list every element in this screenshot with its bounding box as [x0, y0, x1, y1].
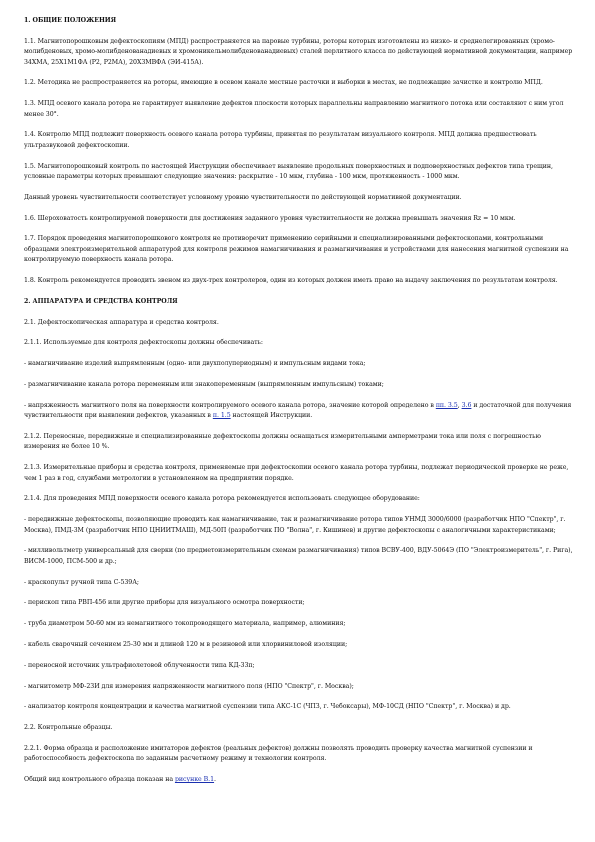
equipment-item-magnetometer: - магнитометр МФ-23И для измерения напряженности магнитного поля (НПО "Спектр", г. Москва); — [24, 682, 354, 690]
section-2-heading: 2. АППАРАТУРА И СРЕДСТВА КОНТРОЛЯ — [24, 297, 178, 305]
paragraph-1-6: 1.6. Шероховатость контролируемой поверхности для достижения заданного уровня чувствительности не должна превышать значения Rz = 10 мкм. — [24, 214, 516, 222]
link-section-3-6[interactable]: 3.6 — [461, 401, 472, 409]
paragraph-figure-reference — [24, 775, 577, 785]
paragraph-1-4: 1.4. Контролю МПД подлежит поверхность осевого канала ротора турбины, принятая по результатам визуального контроля. МПД должна предшествовать ультразвуковой дефектоскопии. — [24, 131, 537, 149]
paragraph-1-8: 1.8. Контроль рекомендуется проводить звеном из двух-трех контролеров, один из которых должен иметь право на выдачу заключения по результатам контроля. — [24, 277, 558, 285]
paragraph-1-5: 1.5. Магнитопорошковый контроль по настоящей Инструкции обеспечивает выявление продольных поверхностных и подповерхностных дефектов типа трещин, условные параметры которых превышают следующие значения: раскрытие - 10 мкм, глубина - 100 мкм, протяженность - 1000 мкм. — [24, 162, 553, 181]
link-section-3-5[interactable]: пп. 3.5 — [435, 401, 458, 409]
equipment-item-spray-gun: - краскопульт ручной типа С-539А; — [24, 578, 139, 586]
link-figure-b1[interactable]: рисунке В.1 — [174, 776, 215, 784]
figure-reference-text: Общий вид контрольного образца показан на — [24, 776, 175, 784]
section-1-heading: 1. ОБЩИЕ ПОЛОЖЕНИЯ — [24, 17, 117, 24]
bullet-demagnetization: - размагничивание канала ротора переменным или знакопеременным (выпрямленным импульсным) токами; — [24, 381, 384, 388]
equipment-item-periscope: - перископ типа РВП-456 или другие приборы для визуального осмотра поверхности; — [24, 599, 305, 607]
paragraph-2-2: 2.2. Контрольные образцы. — [24, 724, 113, 732]
equipment-item-uv-source: - переносной источник ультрафиолетовой облученности типа КД-33п; — [24, 661, 255, 669]
paragraph-1-7: 1.7. Порядок проведения магнитопорошкового контроля не противоречит применению серийными и специализированными дефектоскопами, контрольными образцами электроизмерительной аппаратурой для контроля режимов намагничивания и размагничивания и устройствами для нанесения магнитной суспензии на контролируемую поверхность канала ротора. — [24, 235, 569, 264]
equipment-item-cable: - кабель сварочный сечением 25-30 мм и длиной 120 м в резиновой или хлорвиниловой изоляции; — [24, 641, 348, 648]
paragraph-2-2-1: 2.2.1. Форма образца и расположение имитаторов дефектов (реальных дефектов) должны позволять проводить проверку качества магнитной суспензии и работоспособность дефектоскопа по заданным расчетному режиму и технологии контроля. — [24, 744, 533, 763]
paragraph-1-1: 1.1. Магнитопорошковым дефектоскопиям (МПД) распространяется на паровые турбины, роторы которых изготовлены из низко- и среднелегированных (хромо-молибденовых, хромо-молибденованадиевых и хромоникельмолибденованадиевых) сталей перлитного класса по действующей нормативной документации, например 34ХМА, 25Х1М1ФА (Р2, Р2МА), 20Х3МВФА (ЭИ-415А). — [24, 37, 573, 66]
bullet-field-strength — [24, 401, 577, 422]
bullet-field-strength-end: настоящей Инструкции. — [230, 412, 313, 420]
equipment-item-millivoltmeter: - милливольтметр универсальный для сверки (по предметоизмерительным схемам размагничивания) типов ВСВУ-400, ВДУ-5064Э (ПО "Электроизмеритель", г. Рига), ВИСМ-1000, ПСМ-500 и др.; — [24, 547, 573, 565]
link-separator: , — [457, 401, 462, 409]
figure-reference-end: . — [214, 776, 216, 784]
equipment-item-tube: - труба диаметром 50-60 мм из немагнитного токопроводящего материала, например, алюминия; — [24, 620, 346, 628]
paragraph-2-1-2: 2.1.2. Переносные, передвижные и специализированные дефектоскопы должны оснащаться измерительными амперметрами тока или поля с погрешностью измерения не более 10 %. — [24, 433, 541, 451]
paragraph-2-1-1: 2.1.1. Используемые для контроля дефектоскопы должны обеспечивать: — [24, 339, 263, 347]
link-section-1-5[interactable]: п. 1.5 — [212, 412, 231, 420]
paragraph-1-2: 1.2. Методика не распространяется на роторы, имеющие в осевом канале местные расточки и выборки в местах, не подлежащие зачистке и контролю МПД. — [24, 79, 543, 87]
paragraph-1-5-note: Данный уровень чувствительности соответствует условному уровню чувствительности по действующей нормативной документации. — [24, 193, 462, 201]
equipment-item-analyzer: - анализатор контроля концентрации и качества магнитной суспензии типа АКС-1С (ЧПЗ, г. Чебоксары), МФ-10СД (НПО "Спектр", г. Москва) и др. — [24, 703, 511, 711]
paragraph-2-1: 2.1. Дефектоскопическая аппаратура и средства контроля. — [24, 318, 219, 326]
equipment-item-defectoscopes: - передвижные дефектоскопы, позволяющие проводить как намагничивание, так и размагничивание ротора типов УНМД 3000/6000 (разработчик НПО "Спектр", г. Москва), ПМД-3М (разработчик НПО ЦНИИТМАШ), МД-50П (разработчик ПО "Волна", г. Кишинев) и другие дефектоскопы с аналогичными характеристиками; — [24, 516, 566, 534]
paragraph-2-1-3: 2.1.3. Измерительные приборы и средства контроля, применяемые при дефектоскопии осевого канала ротора турбины, подлежат периодической проверке не реже, чем 1 раз в год, службами метрологии в установленном на предприятии порядке. — [24, 464, 569, 482]
bullet-magnetization: - намагничивание изделий выпрямленным (одно- или двухполупериодным) и импульсным видами тока; — [24, 360, 366, 368]
paragraph-2-1-4: 2.1.4. Для проведения МПД поверхности осевого канала ротора рекомендуется использовать следующее оборудование: — [24, 495, 420, 503]
bullet-field-strength-text: - напряженность магнитного поля на поверхности контролируемого осевого канала ротора, значение которой определено в — [24, 401, 436, 409]
paragraph-1-3: 1.3. МПД осевого канала ротора не гарантирует выявление дефектов плоскости которых параллельны направлению магнитного потока или составляют с ним угол менее 30°. — [24, 100, 564, 118]
bullet-field-strength-middle: и достаточной для получения чувствительности при выявлении дефектов, указанных в — [24, 401, 572, 420]
